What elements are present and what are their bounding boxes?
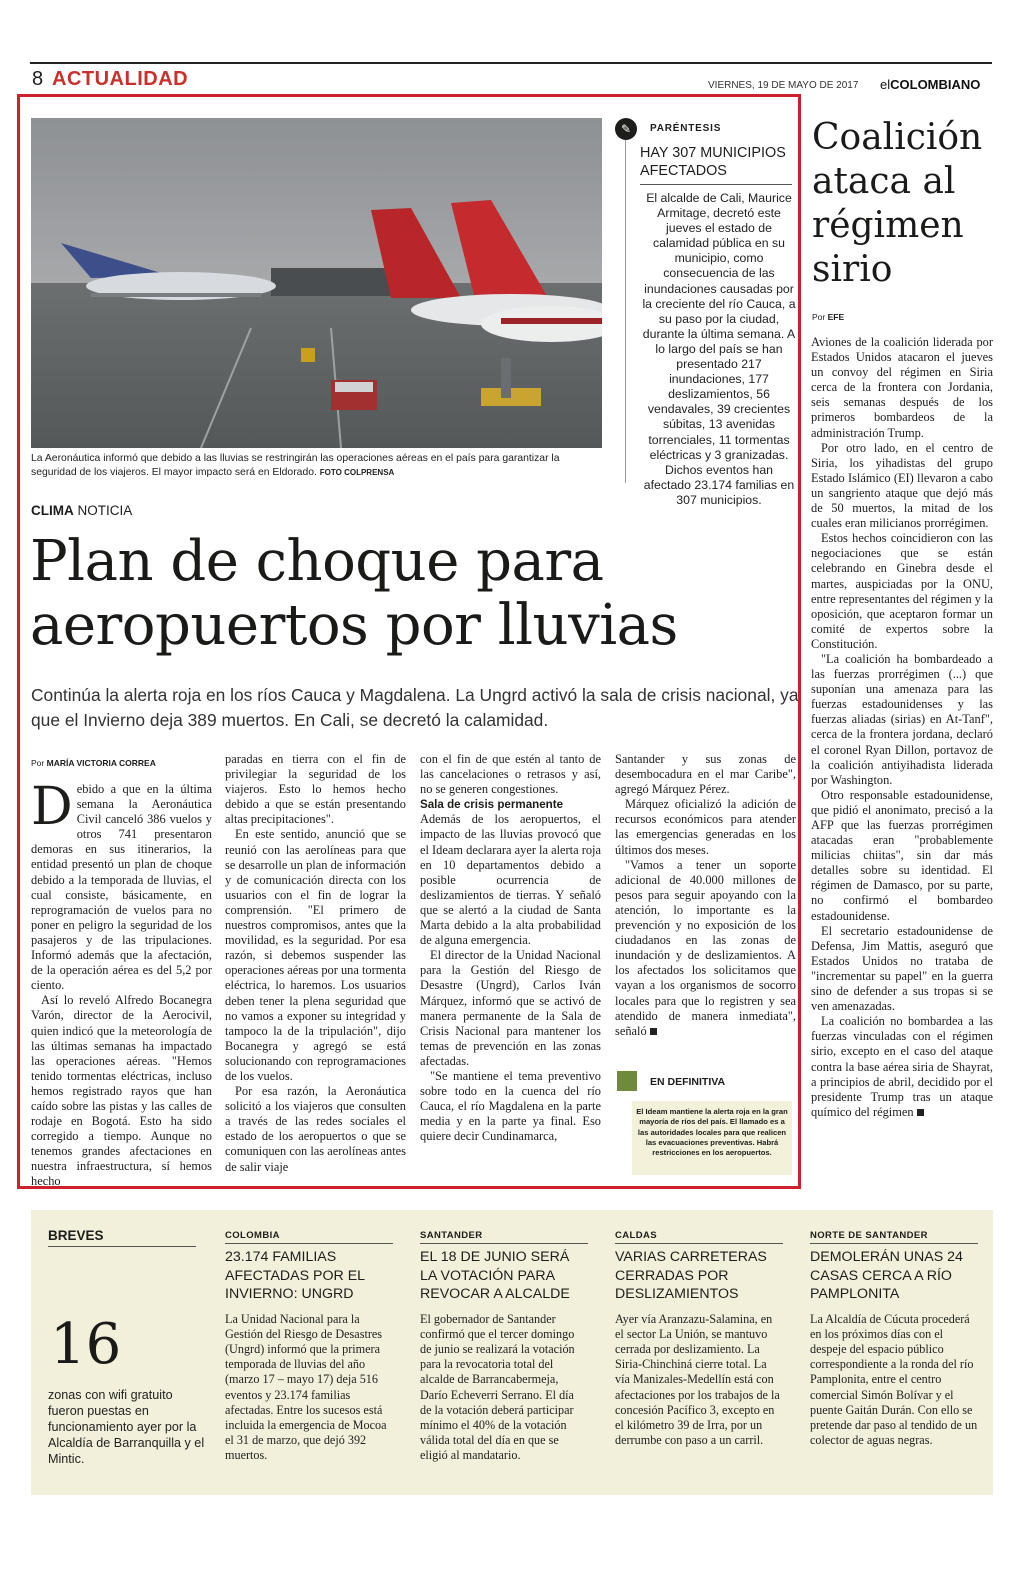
byline-name: MARÍA VICTORIA CORREA <box>46 758 156 768</box>
brand-name: COLOMBIANO <box>890 77 981 92</box>
brief-tag: NORTE DE SANTANDER <box>810 1230 928 1241</box>
end-mark-icon <box>917 1109 924 1116</box>
brief-body: La Alcaldía de Cúcuta procederá en los próximos días con el despeje del espacio público correspondiente a la ronda del río Pamplonita, entre el centro comercial Simón Bolívar y el puente Gaitán Durán. Con ello se pretende dar paso al tendido de un colector de aguas negras. <box>810 1311 978 1448</box>
drop-cap: D <box>31 777 73 837</box>
kicker-rest: NOTICIA <box>77 503 133 518</box>
big-number-text: zonas con wifi gratuito fueron puestas en funcionamiento ayer por la Alcaldía de Barranquilla y el Mintic. <box>48 1388 205 1466</box>
byline-name: EFE <box>827 312 845 322</box>
brief-title: 23.174 FAMILIAS AFECTADAS POR EL INVIERNO: UNGRD <box>225 1249 365 1302</box>
brief-tag: COLOMBIA <box>225 1230 280 1241</box>
brief-item <box>810 1230 978 1448</box>
kicker-bold: CLIMA <box>31 503 74 518</box>
brief-title: EL 18 DE JUNIO SERÁ LA VOTACIÓN PARA REVOCAR A ALCALDE <box>420 1249 570 1302</box>
en-definitiva-label: EN DEFINITIVA <box>650 1076 726 1088</box>
section-title: ACTUALIDAD <box>52 68 189 90</box>
paragraph: ebido a que en la última semana la Aeronáutica Civil canceló 386 vuelos y otros 741 presentaron demoras en sus itinerarios, la entidad presentó un plan de choque debido a la temporada de lluvias, el cual consiste, básicamente, en reprogramación de vuelos para no poner en peligro la seguridad de los pasajeros y de las tripulaciones. Informó además que la afectación, de la operación aérea es del 5,2 por ciento. <box>31 782 212 993</box>
parentesis-title: HAY 307 MUNICIPIOS AFECTADOS <box>640 145 786 179</box>
page-number: 8 <box>32 68 44 90</box>
pin-icon: ✎ <box>615 118 637 140</box>
brief-item <box>615 1230 783 1448</box>
paragraph: El director de la Unidad Nacional para la Gestión del Riesgo de Desastre (Ungrd), Carlos Iván Márquez, informó que se activó de manera permanente de la Sala de Crisis Nacional para mantener los temas de prevención en las zonas afectadas. <box>420 948 601 1068</box>
paragraph: Por esa razón, la Aeronáutica solicitó a los viajeros que consulten a través de las redes sociales el estado de los aeropuertos o que se comuniquen con las aerolíneas antes de salir viaje <box>225 1084 406 1174</box>
brief-tag: CALDAS <box>615 1230 657 1241</box>
paragraph: "Se mantiene el tema preventivo sobre todo en la cuenca del río Cauca, el río Magdalena en la parte media y en la parte ya final. Eso quiere decir Cundinamarca, <box>420 1068 601 1144</box>
parentesis-body: El alcalde de Cali, Maurice Armitage, decretó este jueves el estado de calamidad pública en su municipio, como consecuencia de las inundaciones causadas por la creciente del río Cauca, a su paso por la ciudad, durante la última semana. A lo largo del país se han presentado 217 inundaciones, 177 deslizamientos, 56 vendavales, 39 crecientes súbitas, 13 avenidas torrenciales, 11 tormentas eléctricas y 3 granizadas. Dichos eventos han afectado 23.174 familias en 307 municipios. <box>642 191 796 507</box>
brief-rule <box>810 1243 978 1244</box>
issue-date: VIERNES, 19 DE MAYO DE 2017 <box>708 80 859 91</box>
byline-prefix: Por <box>31 758 45 768</box>
paragraph: Santander y sus zonas de desembocadura en el mar Caribe", agregó Márquez Pérez. <box>615 752 796 797</box>
right-story-headline: Coalición ataca al régimen sirio <box>812 117 983 290</box>
brief-item <box>225 1230 393 1464</box>
photo-credit: FOTO COLPRENSA <box>319 468 395 477</box>
breves-label: BREVES <box>48 1228 104 1243</box>
paragraph: En este sentido, anunció que se reunió con las aerolíneas para que se desarrolle un plan de información y de comunicación directa con los usuarios con el fin de lograr la comprensión. "El primero de nuestros compromisos, antes que la movilidad, es la seguridad. Por esa razón, si debemos suspender las operaciones aéreas por una tormenta eléctrica, lo haremos. Los usuarios deben tener la plena seguridad que no vamos a exponer su integridad y tampoco la de la tripulación", dijo Bocanegra y agregó se está solucionando con reprogramaciones de los vuelos. <box>225 827 406 1083</box>
brief-body: Ayer vía Aranzazu-Salamina, en el sector La Unión, se mantuvo cerrada por deslizamiento. La Siria-Chinchiná cierre total. La vía Manizales-Medellín está con afectaciones por los trabajos de la concesión Pacífico 3, excepto en el kilómetro 39 de Irra, por un derrumbe con paso a un carril. <box>615 1311 780 1448</box>
brief-body: El gobernador de Santander confirmó que el tercer domingo de junio se realizará la votación para la revocatoria total del alcalde de Barrancabermeja, Darío Echeverri Serrano. El día de la votación deberá participar mínimo el 40% de la votación válida total del día en que se eligió al mandatario. <box>420 1311 575 1463</box>
paragraph: El secretario estadounidense de Defensa, Jim Mattis, aseguró que Estados Unidos no trataba de "incrementar su papel" en la guerra sino de defender a sus tropas si se ven amenazadas. <box>811 923 993 1014</box>
newspaper-brand <box>880 77 980 92</box>
paragraph: Otro responsable estadounidense, que pidió el anonimato, precisó a la AFP que las fuerzas prorrégimen atacadas eran "probablemente milicias chiitas", sin dar más detalles sobre su identidad. El régimen de Damasco, por su parte, no confirmó el bombardeo estadounidense. <box>811 787 993 923</box>
byline-prefix: Por <box>812 312 826 322</box>
en-definitiva-body: El Ideam mantiene la alerta roja en la gran mayoría de ríos del país. El llamado es a las autoridades locales para que realicen las evacuaciones preventivas. Habrá restricciones en los aeropuertos. <box>632 1101 792 1175</box>
highlight-frame <box>17 94 801 1189</box>
big-number: 16 <box>50 1312 122 1377</box>
brief-item <box>420 1230 588 1464</box>
breves-rule <box>48 1246 196 1247</box>
paragraph: Aviones de la coalición liderada por Estados Unidos atacaron el jueves un convoy del régimen en Siria cerca de la frontera con Jordania, seis semanas después de los primeros bombardeos de la administración Trump. <box>811 335 993 440</box>
right-story-byline <box>812 312 844 322</box>
paragraph: Márquez oficializó la adición de recursos económicos para atender las emergencias generadas en los últimos dos meses. <box>615 797 796 857</box>
header-rule <box>30 62 992 64</box>
brief-body: La Unidad Nacional para la Gestión del Riesgo de Desastres (Ungrd) informó que la primera temporada de lluvias del año (marzo 17 – mayo 17) deja 516 eventos y 23.174 familias afectadas. Entre los sucesos está incluida la emergencia de Mocoa el 31 de marzo, que dejó 392 muertos. <box>225 1311 387 1463</box>
caption-text: La Aeronáutica informó que debido a las lluvias se restringirán las operaciones aéreas en el país para garantizar la seguridad de los viajeros. El mayor impacto será en Eldorado. <box>31 453 560 478</box>
paragraph <box>811 1014 993 1120</box>
paragraph: paradas en tierra con el fin de privilegiar la seguridad de los viajeros. Esto lo hemos hecho debido a que se están presentando altas precipitaciones". <box>225 752 406 827</box>
brief-rule <box>615 1243 783 1244</box>
right-story-body <box>811 335 993 1120</box>
story-deck: Continúa la alerta roja en los ríos Cauca y Magdalena. La Ungrd activó la sala de crisis nacional, ya que el Invierno deja 389 muertos. En Cali, se decretó la calamidad. <box>31 685 799 730</box>
subhead: Sala de crisis permanente <box>420 798 564 812</box>
brief-rule <box>420 1243 588 1244</box>
paragraph: "La coalición ha bombardeado a las fuerzas prorrégimen (...) que suponían una amenaza para las fuerzas estadounidenses y las fuerzas aliadas (sirias) en At-Tanf", cerca de la frontera jordana, declaró el coronel Ryan Dillon, portavoz de la coalición antiyihadista liderada por Washington. <box>811 651 993 787</box>
paragraph: Además de los aeropuertos, el impacto de las lluvias provocó que el Ideam declarara ayer la alerta roja en 10 departamentos debido a posible ocurrencia de deslizamientos de tierras. Y señaló que se alertó a la ciudad de Santa Marta debido a la alta probabilidad de alguna emergencia. <box>420 812 601 948</box>
paragraph: Estos hechos coincidieron con las negociaciones que se están celebrando en Ginebra desde el martes, auspiciadas por la ONU, entre representantes del régimen y la oposición, que aceptaron formar un comité de expertos sobre la Constitución. <box>811 531 993 651</box>
paragraph: Así lo reveló Alfredo Bocanegra Varón, director de la Aerocivil, quien indicó que la meteorología de las últimas semanas ha impactado las operaciones aéreas. "Hemos tenido tormentas eléctricas, incluso hemos registrado rayos que han caído sobre las pistas y las calles de rodaje en Bogotá. Esto ha sido corregido a tiempo. Aunque no tenemos grandes afectaciones en nuestra infraestructura, sí hemos hecho <box>31 993 212 1189</box>
paragraph-text: La coalición no bombardea a las fuerzas vinculadas con el régimen sirio, excepto en el caso del ataque contra la base aérea siria de Shayrat, a principios de abril, decidido por el presidente Trump tras un ataque químico del régimen <box>811 1014 993 1119</box>
paragraph: Por otro lado, en el centro de Siria, los yihadistas del grupo Estado Islámico (EI) llevaron a cabo un sangriento ataque que dejó más de 50 muertos, la mitad de los cuales eran milicianos prorrégimen. <box>811 440 993 531</box>
parentesis-label: PARÉNTESIS <box>650 123 722 134</box>
paragraph-text: "Vamos a tener un soporte adicional de 40.000 millones de pesos para seguir apoyando con la atención, lo importante es la prevención y no exposición de los ciudadanos en las zonas de inundación y de deslizamientos. A los afectados los solicitamos que vayan a los organismos de socorro locales para que lo registren y sea atendido de manera inmediata", señaló <box>615 857 796 1038</box>
brand-prefix: el <box>880 77 891 92</box>
story-headline: Plan de choque para aeropuertos por lluvias <box>30 529 678 658</box>
brief-title: DEMOLERÁN UNAS 24 CASAS CERCA A RÍO PAMPLONITA <box>810 1249 963 1302</box>
brief-rule <box>225 1243 393 1244</box>
brief-title: VARIAS CARRETERAS CERRADAS POR DESLIZAMIENTOS <box>615 1249 767 1302</box>
brief-tag: SANTANDER <box>420 1230 483 1241</box>
paragraph: con el fin de que estén al tanto de las cancelaciones o retrasos y así, no se generen congestiones. <box>420 752 601 797</box>
